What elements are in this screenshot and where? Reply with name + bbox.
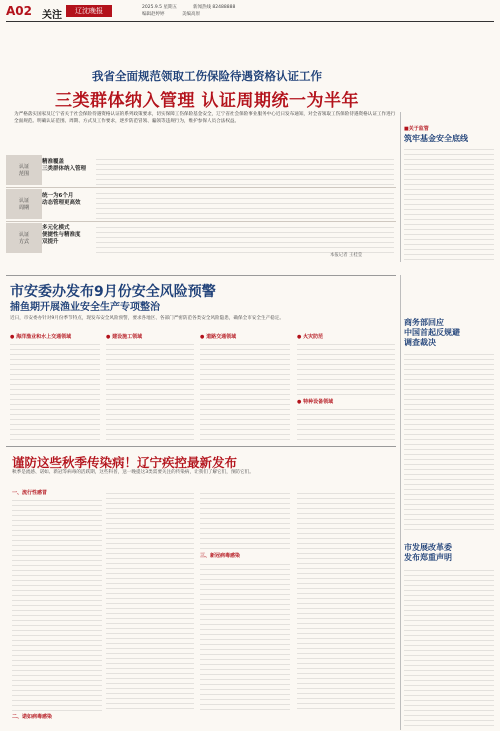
story2-col4a <box>297 340 395 395</box>
sidebar-body <box>404 145 494 262</box>
scope-body <box>96 155 394 185</box>
news-hotline: 新闻热线 82488888 <box>193 5 236 10</box>
story2-sec-equipment: ● 特种设备领域 <box>297 399 334 405</box>
story2-rule <box>6 275 396 276</box>
story2-col2 <box>106 340 194 440</box>
story3-sec-flu: 一、流行性感冒 <box>12 490 48 496</box>
column-divider <box>400 275 401 730</box>
story2-intro: 近日，市安委办针对9月份季节特点，现发布安全风险预警，要求各地区、各部门严密防范各类安全风险隐患，确保全市安全生产稳定。 <box>10 316 284 321</box>
story2-col1 <box>10 340 100 440</box>
story3-headline: 谨防这些秋季传染病！辽宁疾控最新发布 <box>12 455 238 470</box>
story2-sec-traffic: ● 道路交通领域 <box>200 334 237 340</box>
section-title: 关注 <box>42 10 62 21</box>
story3-col2 <box>106 489 194 711</box>
editor-credit: 编辑赵婷婷 <box>142 12 165 17</box>
method-body <box>96 223 394 253</box>
sidebar-tag: ■关于监管 <box>404 126 429 132</box>
newspaper-logo: 辽沈晚报 <box>66 5 112 17</box>
story3-rule <box>6 446 396 447</box>
period-label: 统一为6个月 动态管理更高效 <box>42 193 81 206</box>
scope-tag: 认证 范围 <box>6 155 42 185</box>
sidebar-box2-title: 市发展改革委 发布郑重声明 <box>404 543 452 562</box>
story2-col3 <box>200 340 290 440</box>
method-tag: 认证 方式 <box>6 223 42 253</box>
story2-sec-construction: ● 建设施工领域 <box>106 334 143 340</box>
column-divider <box>400 112 401 262</box>
story3-col3b <box>200 560 290 711</box>
story1-author: 本报记者 王桂莹 <box>330 253 363 258</box>
story1-headline: 三类群体纳入管理 认证周期统一为半年 <box>55 91 359 111</box>
sidebar-box1-title: 商务部回应 中国首起反规避 调查裁决 <box>404 318 460 347</box>
story1-kicker: 我省全面规范领取工伤保险待遇资格认证工作 <box>92 69 322 83</box>
designer-credit: 美编高原 <box>182 12 200 17</box>
page-number: A02 <box>6 4 32 18</box>
sidebar-title: 筑牢基金安全底线 <box>404 134 468 143</box>
story3-sec-norovirus: 二、诺如病毒感染 <box>12 714 53 720</box>
sidebar-box2-body <box>404 566 494 726</box>
scope-label: 精准覆盖 三类群体纳入管理 <box>42 159 87 172</box>
row-divider <box>6 221 396 222</box>
header-rule <box>6 21 494 22</box>
story2-sec-marine: ● 海洋渔业和水上交通领域 <box>10 334 72 340</box>
story2-sec-fire: ● 火灾防范 <box>297 334 324 340</box>
story3-intro: 秋季是流感、诺如、新冠等病毒的活跃期，这些科普，送一晚提这3类需要关注的传染病，让我们了解它们，预防它们。 <box>12 470 254 475</box>
story2-subhead: 捕鱼期开展渔业安全生产专项整治 <box>10 302 160 313</box>
story2-headline: 市安委办发布9月份安全风险预警 <box>10 284 216 300</box>
period-body <box>96 189 394 219</box>
story3-col4 <box>297 489 395 711</box>
story1-intro: 为严格落实国家及辽宁省关于社会保险待遇资格认证的系列政策要求，切实保障工伤保险基金安全，辽宁省社会保险事业服务中心近日发布通知，对全省领取工伤保险待遇资格认证工作进行全面规范。明确认证范围、周期、方式及工作要求，逐步防范冒领、骗领等违规行为，维护参保人员合法权益。 <box>14 112 396 124</box>
story3-sec-covid: 三、新冠病毒感染 <box>200 553 241 559</box>
story2-col4b <box>297 405 395 440</box>
sidebar-box1-body <box>404 350 494 530</box>
story3-col3a <box>200 489 290 549</box>
row-divider <box>6 187 396 188</box>
issue-date: 2025.9.5 星期五 <box>142 5 177 10</box>
period-tag: 认证 周期 <box>6 189 42 219</box>
story3-col1 <box>12 496 102 711</box>
method-label: 多元化模式 便捷性与精准度 双提升 <box>42 225 81 245</box>
